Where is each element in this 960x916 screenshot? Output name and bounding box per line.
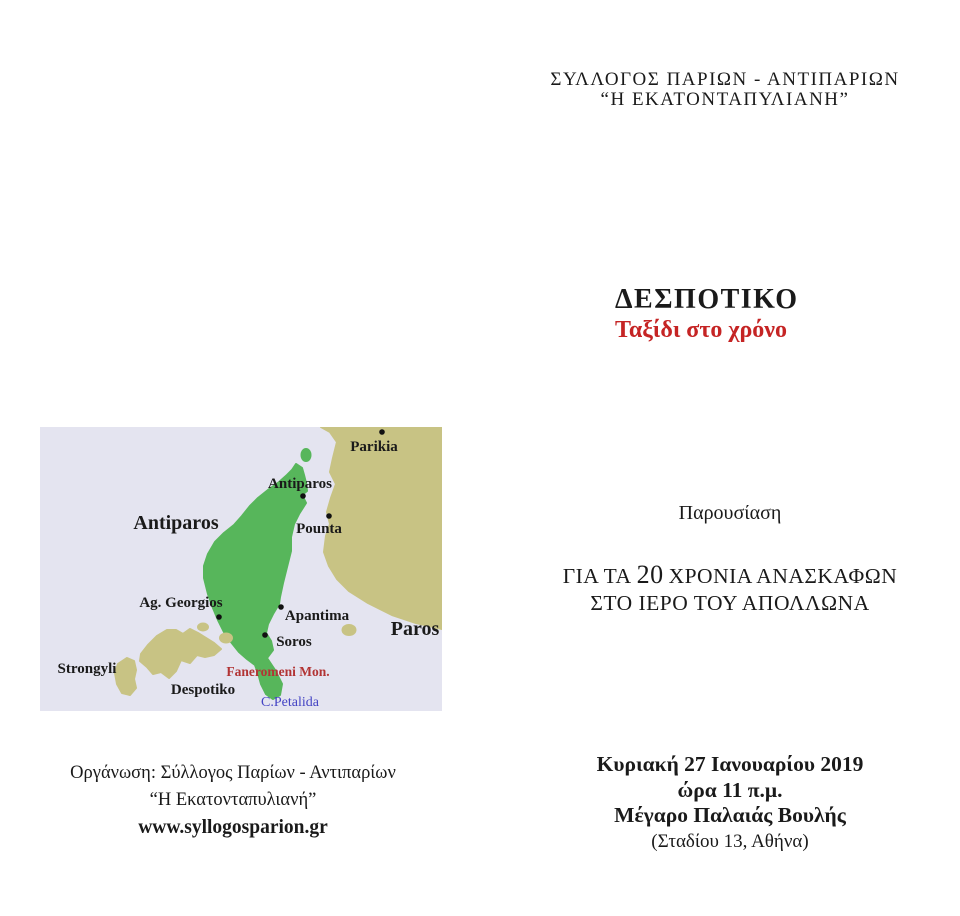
map-label-c-petalida: C.Petalida xyxy=(261,695,319,710)
map-point-parikia xyxy=(379,429,385,435)
map-label-soros: Soros xyxy=(276,634,312,650)
islet-near-despotiko xyxy=(220,634,232,643)
map-point-soros xyxy=(262,632,268,638)
map-label-strongyli: Strongyli xyxy=(57,661,117,677)
map-label-despotiko: Despotiko xyxy=(170,682,236,698)
occasion-line1 xyxy=(500,561,960,590)
occasion-line1-post: ΧΡΟΝΙΑ ΑΝΑΣΚΑΦΩΝ xyxy=(668,564,898,588)
map-point-antiparos-town xyxy=(300,493,306,499)
presentation-label: Παρουσίαση xyxy=(678,502,782,524)
map-label-antiparos-town: Antiparos xyxy=(268,476,332,492)
occasion-years-number: 20 xyxy=(636,560,664,589)
organization-subname: “Η ΕΚΑΤΟΝΤΑΠΥΛΙΑΝΗ” xyxy=(600,89,850,110)
antiparos-north-islet xyxy=(302,449,311,461)
event-time: ώρα 11 π.μ. xyxy=(677,777,783,802)
map-label-ag-georgios: Ag. Georgios xyxy=(139,595,223,611)
event-venue: Μέγαρο Παλαιάς Βουλής xyxy=(614,803,846,827)
map-label-parikia: Parikia xyxy=(350,439,398,455)
map-label-paros: Paros xyxy=(390,618,440,640)
occasion-line1-pre: ΓΙΑ ΤΑ xyxy=(562,564,632,588)
event-address: (Σταδίου 13, Αθήνα) xyxy=(651,830,809,852)
occasion-line2: ΣΤΟ ΙΕΡΟ ΤΟΥ ΑΠΟΛΛΩΝΑ xyxy=(590,591,870,615)
event-date: Κυριακή 27 Ιανουαρίου 2019 xyxy=(596,752,864,776)
map-label-faneromeni-mon: Faneromeni Mon. xyxy=(226,664,330,679)
map-label-pounta: Pounta xyxy=(296,521,342,537)
organizer-line1: Οργάνωση: Σύλλογος Παρίων - Αντιπαρίων xyxy=(70,763,396,783)
title-block xyxy=(615,285,799,343)
organizer-website: www.syllogosparion.gr xyxy=(138,817,328,838)
map-point-ag-georgios xyxy=(216,614,222,620)
map-label-antiparos-island: Antiparos xyxy=(133,512,219,534)
event-details xyxy=(505,752,955,854)
organizer-line2: “Η Εκατονταπυλιανή” xyxy=(149,790,317,810)
islands-map xyxy=(40,427,442,711)
islet-near-paros xyxy=(343,625,356,635)
occasion-text xyxy=(500,561,960,617)
map-label-apantima: Apantima xyxy=(284,608,350,624)
organizer-block xyxy=(30,760,436,841)
organization-header xyxy=(490,70,960,110)
page-subtitle: Ταξίδι στο χρόνο xyxy=(615,317,788,343)
islet-near-ag-georgios xyxy=(198,624,208,631)
map-point-apantima xyxy=(278,604,284,610)
map-point-pounta xyxy=(326,513,332,519)
organization-name: ΣΥΛΛΟΓΟΣ ΠΑΡΙΩΝ - ΑΝΤΙΠΑΡΙΩΝ xyxy=(550,69,900,90)
page-title: ΔΕΣΠΟΤΙΚΟ xyxy=(615,284,799,315)
